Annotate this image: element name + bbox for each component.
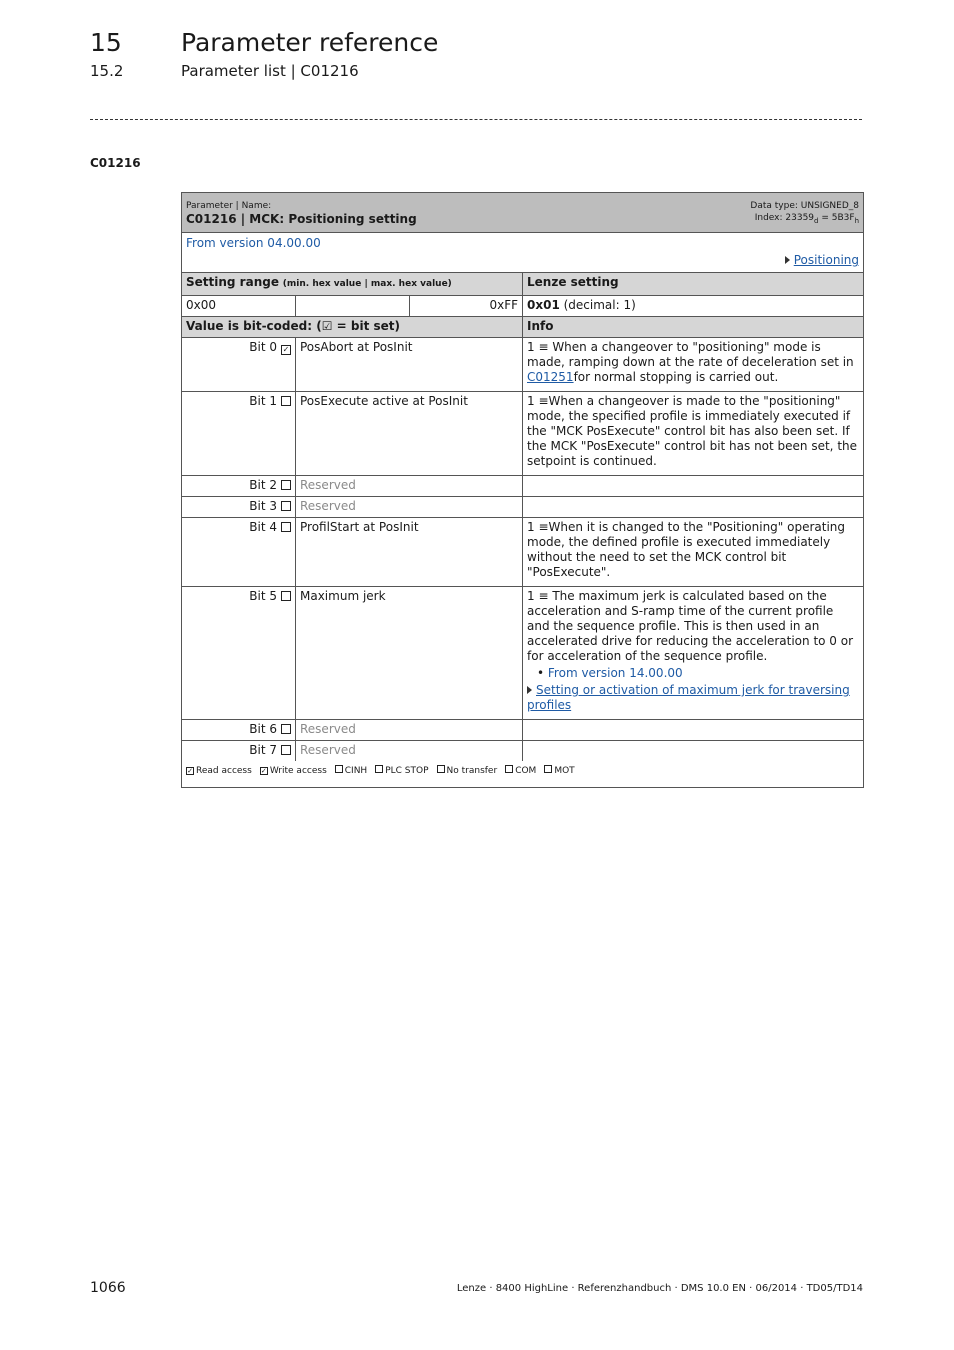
unchecked-box-icon bbox=[437, 765, 445, 773]
setting-range-label: Setting range bbox=[186, 275, 279, 289]
unchecked-box-icon bbox=[281, 480, 291, 490]
access-flag: ✓ Write access bbox=[260, 766, 327, 776]
lenze-setting-value: 0x01 (decimal: 1) bbox=[527, 298, 636, 312]
access-flag: MOT bbox=[544, 766, 574, 776]
bit-name: PosAbort at PosInit bbox=[296, 338, 523, 391]
bit-label: Bit 5 bbox=[249, 589, 277, 603]
bit-row bbox=[182, 587, 863, 720]
parameter-name-label: Parameter | Name: bbox=[186, 201, 272, 211]
setting-range-values bbox=[182, 296, 863, 317]
parameter-table bbox=[181, 192, 864, 788]
checked-box-icon: ✓ bbox=[260, 767, 267, 775]
bit-row bbox=[182, 518, 863, 587]
parameter-name: C01216 | MCK: Positioning setting bbox=[186, 212, 417, 226]
unchecked-box-icon bbox=[505, 765, 513, 773]
bullet-icon: • bbox=[537, 666, 548, 680]
setting-range-header bbox=[182, 273, 863, 296]
page-number: 1066 bbox=[90, 1280, 126, 1296]
positioning-link[interactable]: Positioning bbox=[785, 253, 859, 268]
bit-label: Bit 3 bbox=[249, 499, 277, 513]
arrow-right-icon bbox=[785, 256, 790, 264]
unchecked-box-icon bbox=[281, 724, 291, 734]
min-hex-value: 0x00 bbox=[182, 296, 296, 316]
bit-row bbox=[182, 338, 863, 392]
access-flag: COM bbox=[505, 766, 536, 776]
lenze-setting-label: Lenze setting bbox=[527, 275, 619, 289]
from-version: From version 04.00.00 bbox=[186, 236, 321, 250]
unchecked-box-icon bbox=[544, 765, 552, 773]
bit-row bbox=[182, 497, 863, 518]
bit-label: Bit 6 bbox=[249, 722, 277, 736]
bit-name: Reserved bbox=[296, 741, 523, 761]
info-version: • From version 14.00.00 bbox=[537, 666, 683, 680]
section-title: Parameter list | C01216 bbox=[181, 62, 359, 80]
table-header bbox=[182, 193, 863, 233]
bit-name: Reserved bbox=[296, 497, 523, 517]
bit-info: 1 ≡ The maximum jerk is calculated based on the acceleration and S-ramp time of the current profile and the sequence profile. This is then used in an accelerated drive for reducing the acceleration to 0 or for acceleration of the sequence profile. • From version 14.00.00 Setting or activation of maximum jerk for traversing profiles bbox=[523, 587, 863, 719]
setting-range-sub: (min. hex value | max. hex value) bbox=[282, 279, 452, 289]
bitcoded-header bbox=[182, 317, 863, 338]
bitcoded-label: Value is bit-coded: (☑ = bit set) bbox=[182, 317, 523, 337]
access-flag: No transfer bbox=[437, 766, 498, 776]
info-label: Info bbox=[527, 319, 554, 333]
bit-name: Reserved bbox=[296, 476, 523, 496]
bit-info bbox=[523, 497, 863, 517]
section-number: 15.2 bbox=[90, 62, 124, 80]
bit-name: PosExecute active at PosInit bbox=[296, 392, 523, 475]
c01251-link[interactable]: C01251 bbox=[527, 370, 574, 384]
checked-box-icon: ✓ bbox=[282, 345, 290, 354]
version-row bbox=[182, 233, 863, 273]
bit-row bbox=[182, 476, 863, 497]
access-flag: ✓ Read access bbox=[187, 766, 252, 776]
unchecked-box-icon bbox=[281, 396, 291, 406]
unchecked-box-icon bbox=[375, 765, 383, 773]
unchecked-box-icon bbox=[281, 591, 291, 601]
bit-label: Bit 2 bbox=[249, 478, 277, 492]
parameter-index: Index: $23359_d = 5B3F_h$ bbox=[754, 213, 859, 225]
parameter-heading: C01216 bbox=[90, 156, 141, 170]
access-row bbox=[182, 761, 863, 787]
document-reference: Lenze · 8400 HighLine · Referenzhandbuch · DMS 10.0 EN · 06/2014 · TD05/TD14 bbox=[456, 1283, 863, 1294]
checked-box-icon: ✓ bbox=[187, 767, 193, 775]
max-jerk-link[interactable]: Setting or activation of maximum jerk for traversing profiles bbox=[527, 683, 850, 712]
chapter-number: 15 bbox=[90, 28, 122, 57]
bit-info bbox=[523, 476, 863, 496]
unchecked-box-icon bbox=[281, 745, 291, 755]
bit-info: 1 ≡ When a changeover to "positioning" mode is made, ramping down at the rate of deceleration set in C01251for normal stopping is carried out. bbox=[527, 340, 854, 384]
bit-name: Reserved bbox=[296, 720, 523, 740]
bit-label: Bit 0 bbox=[249, 340, 277, 354]
bit-name: ProfilStart at PosInit bbox=[296, 518, 523, 586]
bit-name: Maximum jerk bbox=[296, 587, 523, 719]
unchecked-box-icon bbox=[281, 522, 291, 532]
bit-info: 1 ≡When a changeover is made to the "positioning" mode, the specified profile is immediately executed if the "MCK PosExecute" control bit has also been set. If the MCK "PosExecute" control bit has not been set, the setpoint is continued. bbox=[527, 394, 858, 468]
bit-info: 1 ≡When it is changed to the "Positioning" operating mode, the defined profile is executed immediately without the need to set the MCK control bit "PosExecute". bbox=[527, 520, 846, 579]
dashed-divider bbox=[90, 119, 862, 120]
access-flag: CINH bbox=[335, 766, 367, 776]
arrow-right-icon bbox=[527, 686, 532, 694]
chapter-title: Parameter reference bbox=[181, 28, 439, 57]
bit-row bbox=[182, 741, 863, 761]
unchecked-box-icon bbox=[281, 501, 291, 511]
unchecked-box-icon bbox=[335, 765, 343, 773]
data-type: Data type: UNSIGNED_8 bbox=[750, 201, 859, 211]
bit-label: Bit 7 bbox=[249, 743, 277, 757]
bit-label: Bit 1 bbox=[249, 394, 277, 408]
bit-info bbox=[523, 741, 863, 761]
max-hex-value: 0xFF bbox=[410, 296, 523, 316]
bit-label: Bit 4 bbox=[249, 520, 277, 534]
range-spacer bbox=[296, 296, 410, 316]
bit-row bbox=[182, 720, 863, 741]
bit-row bbox=[182, 392, 863, 476]
bit-info bbox=[523, 720, 863, 740]
access-flag: PLC STOP bbox=[375, 766, 428, 776]
